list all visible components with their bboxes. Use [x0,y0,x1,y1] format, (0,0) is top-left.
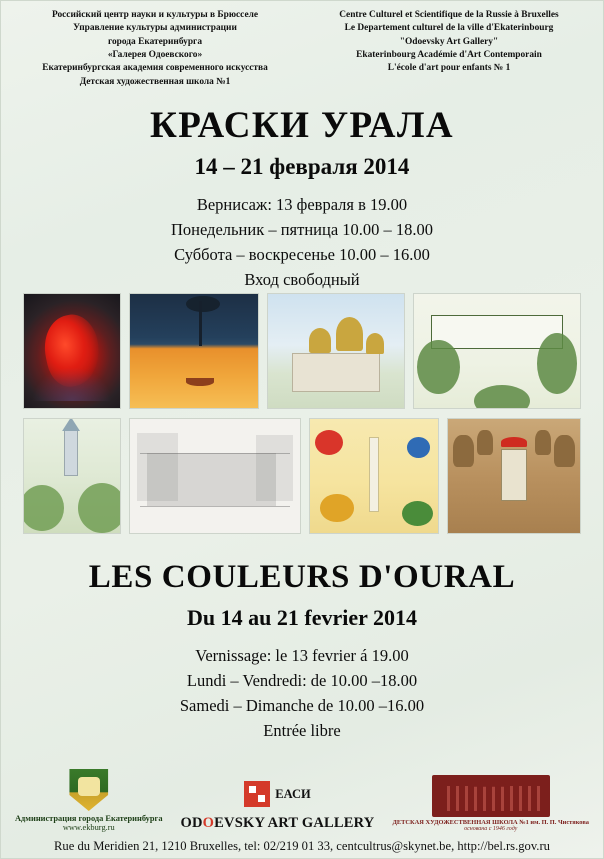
schedule-ru-line-1: Вернисаж: 13 февраля в 19.00 [196,195,408,215]
footer-contact[interactable]: Rue du Meridien 21, 1210 Bruxelles, tel: 02/219 01 33, centcultrus@skynet.be, http://bel.rs.gov.ru [54,839,550,853]
logo-easi-odoevsky[interactable] [181,781,375,832]
artwork-grid [23,293,581,534]
french-block [1,541,603,743]
gouache-blob-blue [407,437,430,458]
gouache-blob-orange [320,494,353,521]
organizer-header [1,1,603,91]
easi-mark [181,781,375,807]
organizer-header-russian [11,9,299,89]
boat-shape [186,378,214,386]
logo-ekaterinburg-administration[interactable] [15,769,163,832]
sketch-tree-right [256,435,293,501]
schedule-fr-line-3: Samedi – Dimanche de 10.00 –16.00 [179,696,425,716]
cathedral-dome-left [309,328,331,353]
schedule-fr-line-2: Lundi – Vendredi: de 10.00 –18.00 [186,671,418,691]
organizer-ru-line-5: Екатеринбургская академия современного искусства [42,63,268,74]
artwork-figure-with-red-hat [447,418,581,534]
organizer-fr-line-2: Le Departement culturel de la ville d'Ekaterinbourg [344,23,554,34]
figure-red-hat [501,437,527,447]
logo-art-school[interactable] [392,775,589,832]
bush-right [78,483,121,533]
artwork-row-1 [23,293,581,409]
artwork-watercolor-church-tower [23,418,121,534]
vase-left [453,435,474,467]
schedule-ru-line-2: Понедельник – пятница 10.00 – 18.00 [170,220,434,240]
schedule-fr-line-1: Vernissage: le 13 fevrier á 19.00 [195,646,409,665]
organizer-ru-line-6: Детская художественная школа №1 [79,76,231,87]
vase-mid-left [477,430,493,455]
odoevsky-gallery-wordmark [181,815,375,832]
figure-body [501,449,527,501]
vase-mid-right [535,430,551,455]
cathedral-base [292,353,379,392]
foliage-left [417,340,460,395]
artwork-green-house-drawing [413,293,581,409]
artwork-pencil-sketch-building [129,418,301,534]
school-building-icon [432,775,550,817]
sketch-ground-line [140,506,290,507]
organizer-ru-line-2: Управление культуры администрации [73,23,237,34]
sketch-tree-left [137,433,178,501]
schedule-ru-line-4: Вход свободный [244,270,360,290]
logo-school-line-1: ДЕТСКАЯ ХУДОЖЕСТВЕННАЯ ШКОЛА №1 им. П. П. Чистякова [392,819,589,826]
schedule-fr-line-4: Entrée libre [263,721,341,741]
artwork-colorful-tree-gouache [309,418,439,534]
artwork-red-abstract-flower [23,293,121,409]
gallery-wordmark-pre: OD [180,815,203,831]
organizer-fr-line-3: "Odoevsky Art Gallery" [399,36,499,47]
cathedral-dome-right [366,333,384,355]
easi-abbr: ЕАСИ [275,786,311,801]
gallery-wordmark-accent: O [202,815,215,831]
gouache-tree-trunk [369,437,379,512]
title-french: LES COULEURS D'OURAL [88,559,516,595]
bush-left [23,485,64,531]
church-spire [64,428,77,476]
title-russian: КРАСКИ УРАЛА [150,105,454,147]
schedule-french [1,643,603,743]
dates-russian: 14 – 21 февраля 2014 [194,154,410,180]
artwork-watercolor-cathedral [267,293,405,409]
gallery-wordmark-post: EVSKY ART GALLERY [214,815,375,831]
organizer-fr-line-4: Ekaterinbourg Académie d'Art Contemporain [356,50,542,61]
vase-right [554,435,575,467]
schedule-ru-line-3: Суббота – воскресенье 10.00 – 16.00 [174,245,430,265]
cathedral-dome-center [336,317,363,351]
foliage-bottom [474,385,530,409]
gouache-blob-green [402,501,433,526]
coat-of-arms-icon [66,769,112,811]
organizer-ru-line-4: «Галерея Одоевского» [107,50,203,61]
schedule-russian [1,192,603,292]
logo-strip [1,754,603,832]
artwork-orange-sea-with-boat [129,293,259,409]
dates-french: Du 14 au 21 fevrier 2014 [187,605,417,630]
logo-ekb-line-1: Администрация города Екатеринбурга [15,814,163,823]
gouache-blob-red [315,430,343,455]
foliage-right [537,333,577,395]
organizer-fr-line-1: Centre Culturel et Scientifique de la Russie à Bruxelles [339,10,559,20]
organizer-ru-line-1: Российский центр науки и культуры в Брюсселе [51,10,259,20]
organizer-header-french [305,9,593,89]
logo-ekb-line-2[interactable]: www.ekburg.ru [62,823,115,832]
tree-trunk-shape [199,301,202,347]
easi-square-icon [244,781,270,807]
organizer-ru-line-3: города Екатеринбурга [107,36,203,47]
artwork-row-2 [23,418,581,534]
organizer-fr-line-5: L'école d'art pour enfants № 1 [387,63,511,74]
tree-crown-shape [186,296,219,312]
logo-school-line-2: основана с 1946 году [464,826,518,832]
